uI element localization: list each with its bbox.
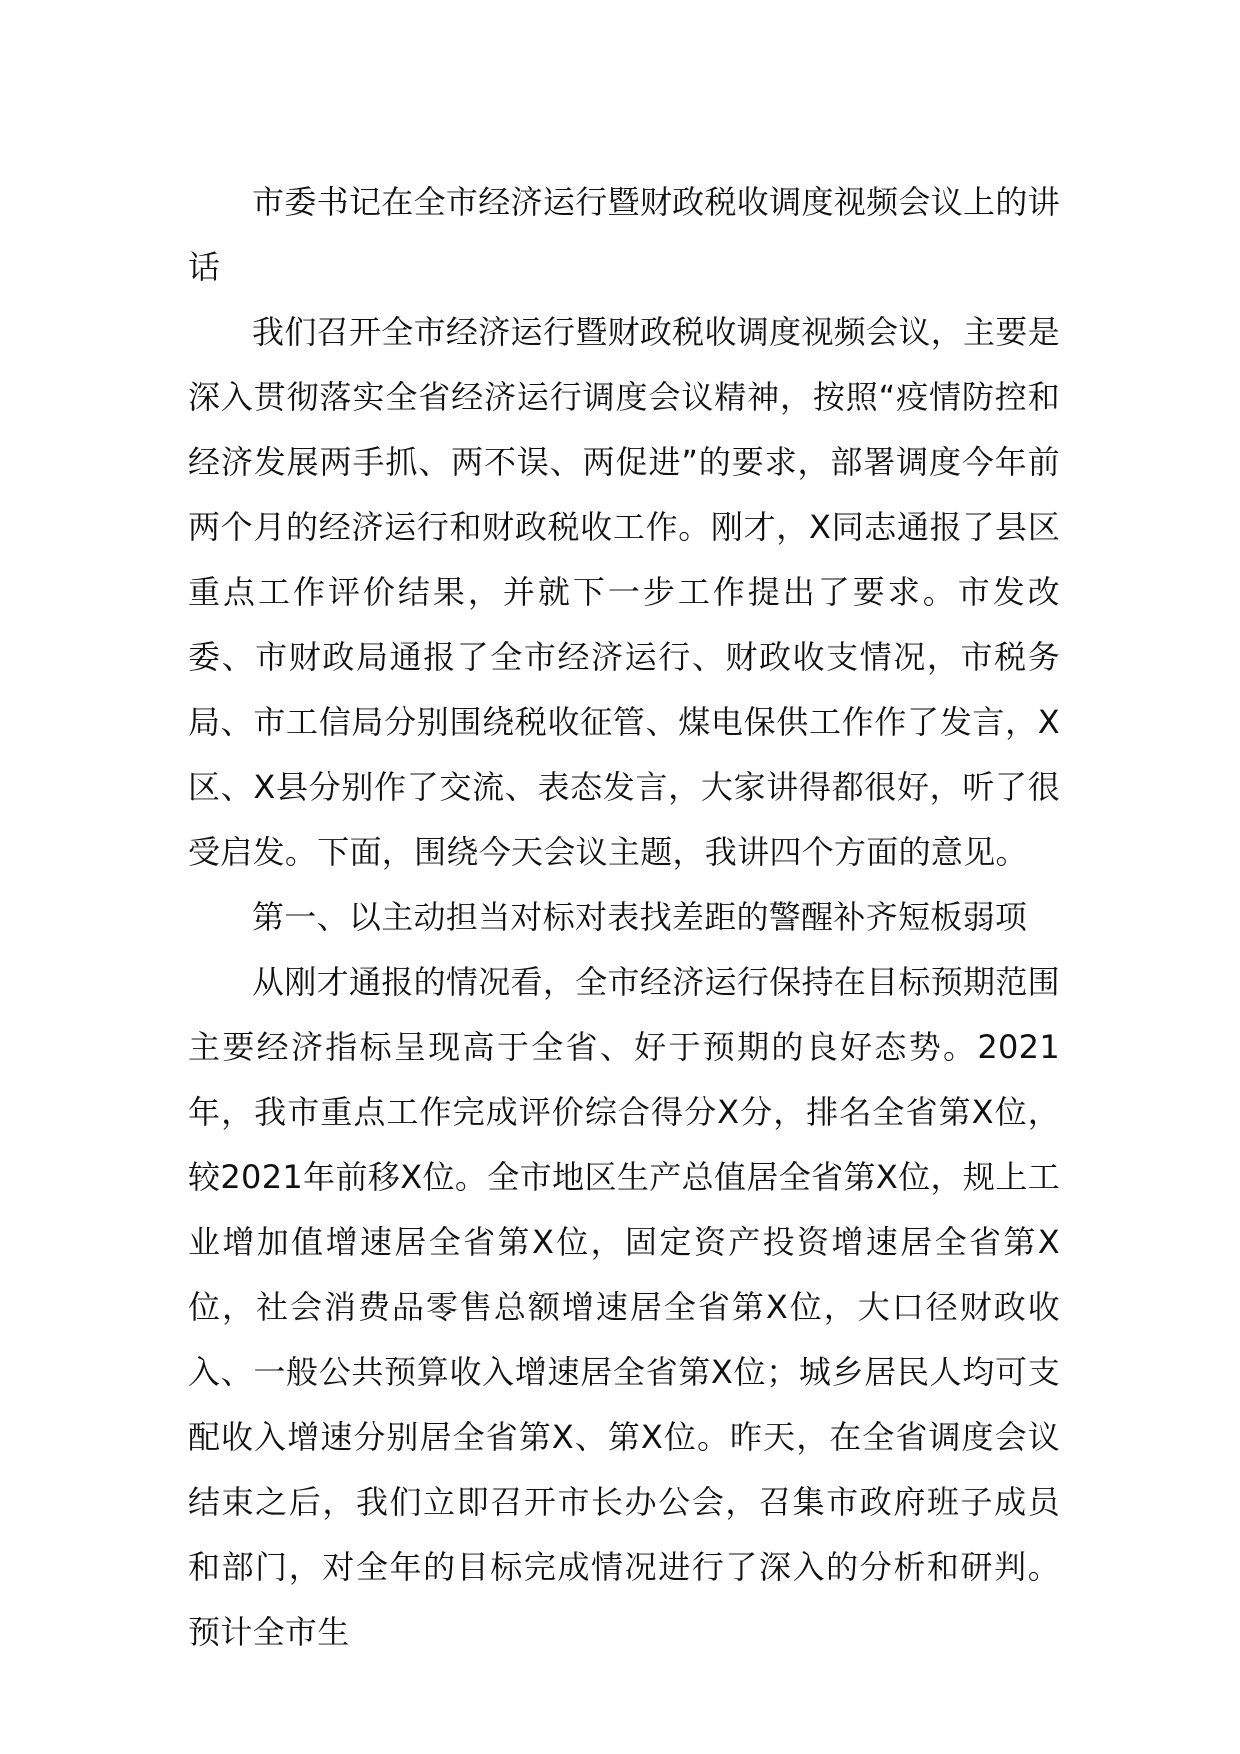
document-body — [188, 170, 1060, 1665]
section-heading: 第一、以主动担当对标对表找差距的警醒补齐短板弱项 — [252, 898, 1028, 936]
paragraph-intro: 我们召开全市经济运行暨财政税收调度视频会议，主要是深入贯彻落实全省经济运行调度会议精神，按照“疫情防控和经济发展两手抓、两不误、两促进”的要求，部署调度今年前两个月的经济运行和财政税收工作。刚才，X同志通报了县区重点工作评价结果，并就下一步工作提出了要求。市发改委、市财政局通报了全市经济运行、财政收支情况，市税务局、市工信局分别围绕税收征管、煤电保供工作作了发言，X区、X县分别作了交流、表态发言，大家讲得都很好，听了很受启发。下面，围绕今天会议主题，我讲四个方面的意见。 — [188, 313, 1060, 871]
paragraph-performance: 从刚才通报的情况看，全市经济运行保持在目标预期范围主要经济指标呈现高于全省、好于预期的良好态势。2021年，我市重点工作完成评价综合得分X分，排名全省第X位，较2021年前移X位。全市地区生产总值居全省第X位，规上工业增加值增速居全省第X位，固定资产投资增速居全省第X位，社会消费品零售总额增速居全省第X位，大口径财政收入、一般公共预算收入增速居全省第X位；城乡居民人均可支配收入增速分别居全省第X、第X位。昨天，在全省调度会议结束之后，我们立即召开市长办公会，召集市政府班子成员和部门，对全年的目标完成情况进行了深入的分析和研判。预计全市生 — [188, 963, 1060, 1651]
document-title: 市委书记在全市经济运行暨财政税收调度视频会议上的讲话 — [188, 183, 1060, 286]
